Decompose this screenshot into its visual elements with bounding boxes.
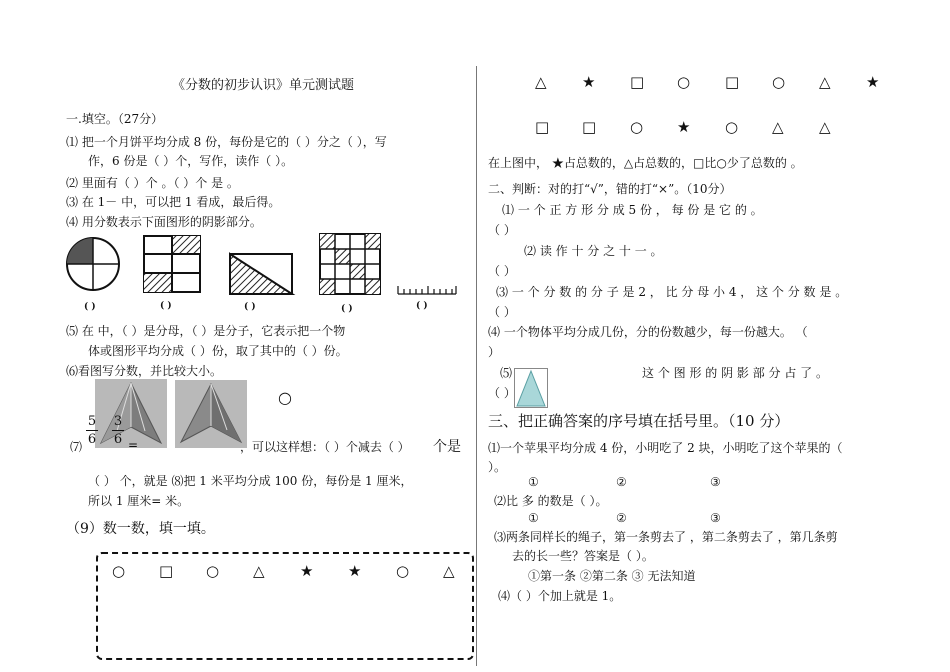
choice-1-option-1: ①	[528, 475, 539, 489]
row1-shape-7: △	[819, 73, 831, 91]
answer-paren-1: ( )	[84, 302, 96, 312]
row2-shape-5: ○	[725, 118, 739, 136]
ruler-figure	[398, 286, 456, 294]
judge-2-answer: （ ）	[488, 264, 516, 278]
choice-2: ⑵比 多 的数是（ ）。	[494, 494, 608, 508]
question-4: ⑷ 用分数表示下面图形的阴影部分。	[66, 215, 262, 229]
row1-shape-3: □	[630, 73, 645, 91]
choice-4: ⑷（ ）个加上就是 1。	[498, 589, 622, 603]
box-shape-2: □	[159, 562, 174, 580]
judge-3-answer: （ ）	[488, 305, 516, 319]
grid-figure-2	[320, 234, 380, 294]
section-1-heading: 一.填空。（27分）	[66, 112, 164, 126]
choice-1-line-1: ⑴一个苹果平均分成 4 份，小明吃了 2 块，小明吃了这个苹果的（	[488, 441, 843, 455]
choice-3-line-1: ⑶两条同样长的绳子，第一条剪去了 ，第二条剪去了 ，第几条剪	[494, 530, 838, 544]
judge-4-line-1: ⑷ 一个物体平均分成几份，分的份数越少，每一份越大。 （	[488, 325, 808, 339]
fraction-3-6: 3 6	[113, 414, 123, 447]
row2-shape-2: □	[582, 118, 597, 136]
row2-shape-1: □	[535, 118, 550, 136]
choice-2-option-1: ①	[528, 511, 539, 525]
question-7-8-line: （ ） 个，就是 ⑻把 1 米平均分成 100 份，每份是 1 厘米，	[88, 474, 413, 488]
box-shape-3: ○	[206, 562, 220, 580]
choice-3-line-2: 去的长一些？答案是（ ）。	[512, 549, 654, 563]
fraction-5-6: 5 6	[87, 414, 97, 447]
rect-triangle-figure	[230, 254, 292, 294]
section-3-heading: 三、把正确答案的序号填在括号里。（10 分）	[488, 412, 790, 430]
row1-shape-1: △	[535, 73, 547, 91]
question-7-label: ⑺	[70, 440, 83, 454]
choice-2-option-3: ③	[710, 511, 721, 525]
count-question: 在上图中， ★占总数的，△占总数的，□比○少了总数的 。	[488, 156, 803, 170]
question-2: ⑵ 里面有（ ）个 。（ ）个 是 。	[66, 176, 239, 190]
choice-1-option-3: ③	[710, 475, 721, 489]
choice-3-options: ①第一条 ②第二条 ③ 无法知道	[528, 569, 696, 583]
choice-1-line-2: ）。	[488, 460, 507, 474]
row2-shape-3: ○	[630, 118, 644, 136]
answer-paren-4: ( )	[341, 304, 353, 314]
kite-figure-2	[175, 380, 247, 448]
question-1-line-2: 作，6 份是（ ）个，写作，读作（ ）。	[88, 154, 294, 168]
row2-shape-4: ★	[677, 118, 691, 136]
question-7-text: ，可以这样想：（ ）个减去（ ）	[240, 440, 410, 454]
judge-5-text: 这 个 图 形 的 阴 影 部 分 占 了 。	[642, 366, 828, 380]
box-shape-8: △	[443, 562, 455, 580]
judge-3-line-1: ⑶ 一 个 分 数 的 分 子 是 2 ， 比 分 母 小 4 ， 这 个 分 数 是 。	[496, 285, 848, 299]
shape-count-box	[96, 552, 474, 660]
box-shape-5: ★	[300, 562, 314, 580]
shaded-triangle-figure	[514, 368, 548, 408]
box-shape-7: ○	[396, 562, 410, 580]
compare-circle: ○	[278, 388, 292, 407]
section-2-heading: 二、判断：对的打“√”，错的打“×”。（10分）	[488, 182, 732, 196]
judge-5-label: ⑸	[500, 366, 513, 380]
row1-shape-2: ★	[582, 73, 596, 91]
shaded-figures	[66, 232, 466, 312]
judge-2-line-1: ⑵ 读 作 十 分 之 十 一 。	[524, 244, 663, 258]
judge-1-answer: （ ）	[488, 223, 516, 237]
box-shape-1: ○	[112, 562, 126, 580]
box-shape-4: △	[253, 562, 265, 580]
judge-5-answer: （ ）	[488, 386, 516, 400]
circle-figure	[67, 238, 119, 290]
box-shape-6: ★	[348, 562, 362, 580]
answer-paren-2: ( )	[160, 301, 172, 311]
page-title: 《分数的初步认识》单元测试题	[172, 78, 355, 93]
row1-shape-8: ★	[866, 73, 880, 91]
judge-1-line-1: ⑴ 一 个 正 方 形 分 成 5 份 ， 每 份 是 它 的 。	[502, 203, 763, 217]
row1-shape-5: □	[725, 73, 740, 91]
choice-1-option-2: ②	[616, 475, 627, 489]
question-9: （9）数一数，填一填。	[66, 521, 215, 537]
question-6: ⑹看图写分数，并比较大小。	[66, 364, 223, 378]
row1-shape-4: ○	[677, 73, 691, 91]
question-1-line-1: ⑴ 把一个月饼平均分成 8 份，每份是它的（ ）分之（ ），写	[66, 135, 387, 149]
question-8-line-2: 所以 1 厘米= 米。	[88, 494, 190, 508]
question-5-line-1: ⑸ 在 中，（ ）是分母，（ ）是分子，它表示把一个物	[66, 324, 346, 338]
row2-shape-7: △	[819, 118, 831, 136]
column-divider	[476, 66, 477, 666]
row1-shape-6: ○	[772, 73, 786, 91]
row2-shape-6: △	[772, 118, 784, 136]
answer-paren-5: ( )	[416, 301, 428, 311]
question-5-line-2: 体或图形平均分成（ ）份，取了其中的（ ）份。	[88, 344, 348, 358]
grid-figure-1	[144, 236, 200, 292]
choice-2-option-2: ②	[616, 511, 627, 525]
answer-paren-3: ( )	[244, 302, 256, 312]
question-3: ⑶ 在 1－ 中，可以把 1 看成，最后得。	[66, 195, 281, 209]
judge-4-line-2: ）	[488, 345, 501, 359]
question-7-text-large: 个是	[433, 439, 461, 455]
